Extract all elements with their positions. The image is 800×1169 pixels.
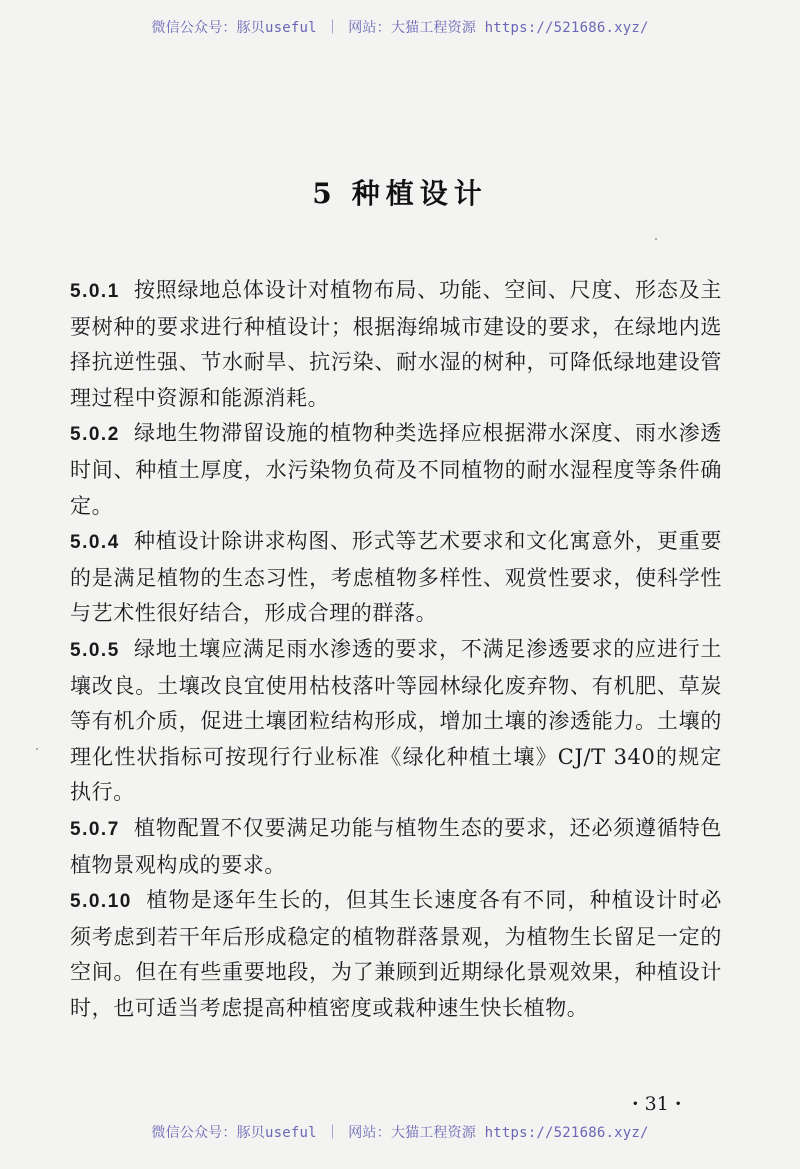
clause-5-0-5 <box>70 632 722 811</box>
watermark-bottom: 微信公众号：豚贝useful ｜ 网站：大猫工程资源 https://521686.xyz/ <box>151 1125 649 1141</box>
scan-speck <box>655 238 657 240</box>
clause-text: 植物配置不仅要满足功能与植物生态的要求，还必须遵循特色植物景观构成的要求。 <box>70 815 722 877</box>
page-number-dot-left: · <box>632 1093 639 1115</box>
clause-number: 5.0.10 <box>70 891 132 913</box>
watermark-top: 微信公众号：豚贝useful ｜ 网站：大猫工程资源 https://521686.xyz/ <box>151 20 649 36</box>
clause-list <box>70 273 722 1026</box>
scan-speck <box>36 748 38 750</box>
clause-5-0-2 <box>70 416 722 524</box>
clause-text: 按照绿地总体设计对植物布局、功能、空间、尺度、形态及主要树种的要求进行种植设计；根据海绵城市建设的要求，在绿地内选择抗逆性强、节水耐旱、抗污染、耐水湿的树种，可降低绿地建设管理过程中资源和能源消耗。 <box>70 278 722 410</box>
clause-text: 种植设计除讲求构图、形式等艺术要求和文化寓意外，更重要的是满足植物的生态习性，考虑植物多样性、观赏性要求，使科学性与艺术性很好结合，形成合理的群落。 <box>70 529 722 626</box>
clause-number: 5.0.2 <box>70 424 120 446</box>
chapter-title-text: 种植设计 <box>351 177 488 210</box>
page-number <box>626 1093 687 1115</box>
clause-5-0-1 <box>70 273 722 416</box>
clause-text: 植物是逐年生长的，但其生长速度各有不同，种植设计时必须考虑到若干年后形成稳定的植物群落景观，为植物生长留足一定的空间。但在有些重要地段，为了兼顾到近期绿化景观效果，种植设计时，也可适当考虑提高种植密度或栽种速生快长植物。 <box>70 888 722 1020</box>
clause-number: 5.0.5 <box>70 639 120 661</box>
clause-text: 绿地土壤应满足雨水渗透的要求，不满足渗透要求的应进行土壤改良。土壤改良宜使用枯枝落叶等园林绿化废弃物、有机肥、草炭等有机介质，促进土壤团粒结构形成，增加土壤的渗透能力。土壤的理化性状指标可按现行行业标准《绿化种植土壤》CJ/T 340的规定执行。 <box>70 636 722 805</box>
clause-5-0-7 <box>70 811 722 883</box>
clause-number: 5.0.7 <box>70 818 120 840</box>
page-number-dot-right: · <box>674 1093 682 1115</box>
clause-5-0-4 <box>70 524 722 632</box>
page-number-value: 31 <box>644 1093 669 1115</box>
clause-number: 5.0.1 <box>70 281 120 302</box>
clause-text: 绿地生物滞留设施的植物种类选择应根据滞水深度、雨水渗透时间、种植土厚度，水污染物负荷及不同植物的耐水湿程度等条件确定。 <box>70 421 722 518</box>
chapter-number: 5 <box>312 177 338 210</box>
chapter-title <box>0 172 800 212</box>
clause-5-0-10 <box>70 883 722 1026</box>
clause-number: 5.0.4 <box>70 532 120 554</box>
